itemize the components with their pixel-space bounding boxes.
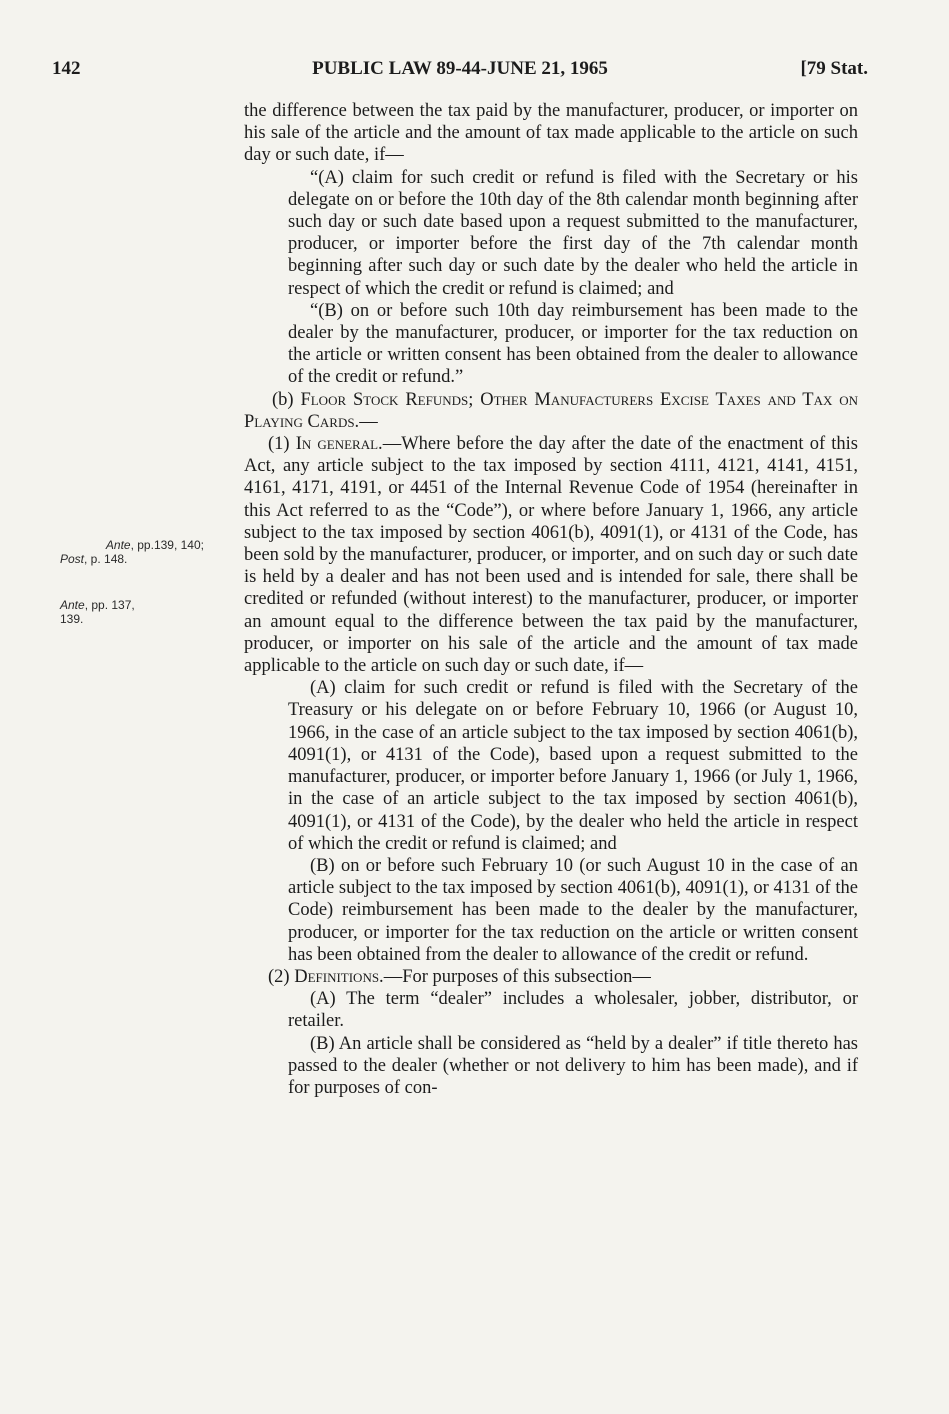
subparagraph-a: (A) claim for such credit or refund is filed with the Secretary of the Treasury or his delegate on or before February 10, 1966 (or August 10, 1966, in the case of an article subject to the tax imposed by section 4061(b), 4091(1), or 4131 of the Code), based upon a request submitted to the manufacturer, producer, or importer before January 1, 1966 (or July 1, 1966, in the case of an article subject to the tax imposed by section 4061(b), 4091(1), or 4131 of the Code), by the dealer who held the article in respect of which the credit or refund is claimed; and: [288, 678, 858, 854]
page-number: 142: [52, 58, 81, 79]
definition-a: (A) The term “dealer” includes a wholesaler, jobber, distributor, or retailer.: [288, 989, 858, 1032]
margin-note-2-ante: Ante: [60, 598, 85, 612]
subsection-b-dash: —: [359, 411, 378, 432]
definition-b: (B) An article shall be considered as “held by a dealer” if title thereto has passed to the dealer (whether or not delivery to him has been made), and if for purposes of con-: [288, 1033, 858, 1098]
paragraph-2-text: —For purposes of this subsection—: [383, 966, 651, 987]
margin-note-2: [52, 598, 220, 626]
paragraph-continuation: the difference between the tax paid by the manufacturer, producer, or importer on his sale of the article and the amount of tax made applicable to the article on such day or such date, if—: [244, 101, 858, 166]
subparagraph-b: (B) on or before such February 10 (or such August 10 in the case of an article subject to the tax imposed by section 4061(b), 4091(1), or 4131 of the Code) reimbursement has been made to the dealer by the manufacturer, producer, or importer for the tax reduction on the article or written consent has been obtained from the dealer to allowance of the credit or refund.: [288, 855, 858, 965]
statute-reference: [800, 58, 868, 80]
margin-note-1: [52, 538, 212, 566]
paragraph-1-heading: In general.: [295, 434, 383, 455]
subparagraph-a-quoted: “(A) claim for such credit or refund is filed with the Secretary or his delegate on or before the 10th day of the 8th calendar month beginning after such day or such date based upon a request submitted to the manufacturer, producer, or importer before the first day of the 7th calendar month beginning after such day or such date by the dealer who held the article in respect of which the credit or refund is claimed; and: [288, 167, 858, 299]
margin-note-2-ref: , pp. 137,: [84, 598, 135, 612]
paragraph-2-heading: Definitions.: [294, 966, 384, 987]
statute-text: [244, 100, 858, 1099]
paragraph-1-label: (1): [268, 434, 296, 455]
margin-note-1-post: Post: [60, 552, 85, 566]
margin-note-2-line2: 139.: [60, 612, 84, 626]
paragraph-2: [244, 966, 858, 988]
margin-note-1-post-ref: , p. 148.: [84, 552, 128, 566]
subparagraph-b-quoted: “(B) on or before such 10th day reimbursement has been made to the dealer by the manufacturer, producer, or importer for the tax reduction on the article or written consent has been obtained from the dealer to allowance of the credit or refund.”: [288, 300, 858, 388]
subsection-b-label: (b): [272, 389, 301, 410]
subsection-b-title: Floor Stock Refunds; Other Manufacturers Excise Taxes and Tax on Playing Cards.: [244, 389, 859, 432]
margin-note-1-ref: , pp.139, 140;: [130, 538, 204, 552]
margin-note-1-ante: Ante: [105, 538, 131, 552]
running-header: [52, 58, 868, 88]
subsection-b-heading: [244, 389, 858, 433]
paragraph-2-label: (2): [268, 966, 295, 987]
statute-reference-text: [79 Stat.: [800, 58, 868, 79]
paragraph-1-text: —Where before the day after the date of the enactment of this Act, any article subject to the tax imposed by section 4111, 4121, 4141, 4151, 4161, 4171, 4191, or 4451 of the Internal Revenue Code of 1954 (hereinafter in this Act referred to as the “Code”), or where before January 1, 1966, any article subject to the tax imposed by section 4061(b), 4091(1), or 4131 of the Code, has been sold by the manufacturer, producer, or importer, and on such day or such date is held by a dealer and has not been used and is intended for sale, there shall be credited or refunded (without interest) to the manufacturer, producer, or importer an amount equal to the difference between the tax paid by the manufacturer, producer, or importer on his sale of the article and the amount of tax made applicable to the article on such day or such date, if—: [244, 434, 858, 677]
paragraph-1: [244, 433, 858, 677]
header-title: PUBLIC LAW 89-44-JUNE 21, 1965: [312, 58, 608, 79]
